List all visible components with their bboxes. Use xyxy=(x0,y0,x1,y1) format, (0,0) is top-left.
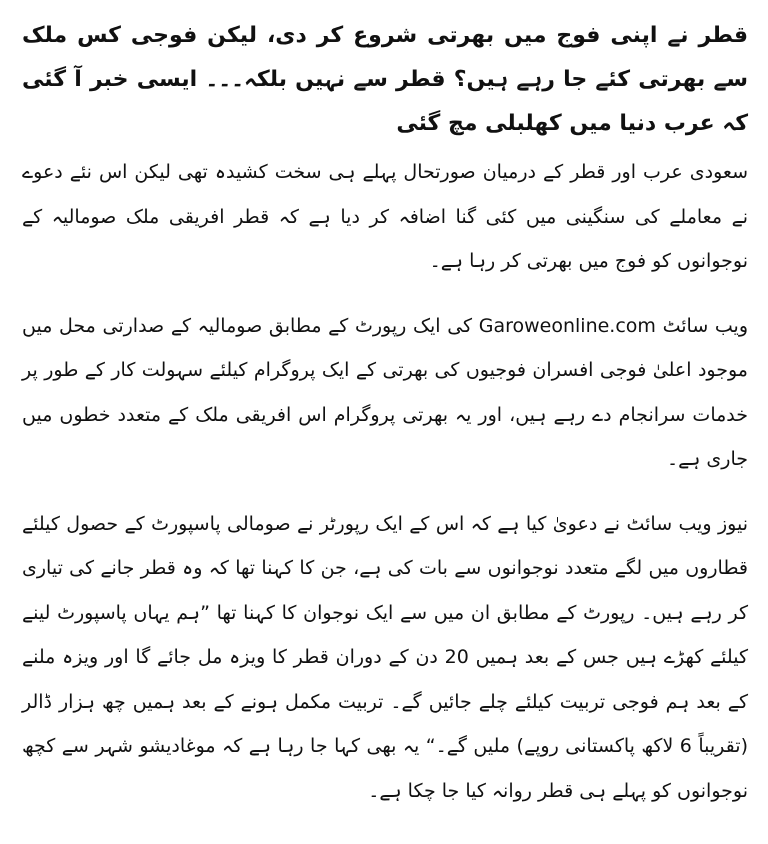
article-paragraph: نیوز ویب سائٹ نے دعویٰ کیا ہے کہ اس کے ایک رپورٹر نے صومالی پاسپورٹ کے حصول کیلئے قطاروں میں لگے متعدد نوجوانوں سے بات کی ہے، جن کا کہنا تھا کہ وہ قطر جانے کی تیاری کر رہے ہیں۔ رپورٹ کے مطابق ان میں سے ایک نوجوان کا کہنا تھا ”ہم یہاں پاسپورٹ لینے کیلئے کھڑے ہیں جس کے بعد ہمیں 20 دن کے دوران قطر کا ویزہ مل جائے گا اور ویزہ ملنے کے بعد ہم فوجی تربیت کیلئے چلے جائیں گے۔ تربیت مکمل ہونے کے بعد ہمیں چھ ہزار ڈالر (تقریباً 6 لاکھ پاکستانی روپے) ملیں گے۔“ یہ بھی کہا جا رہا ہے کہ موغادیشو شہر سے کچھ نوجوانوں کو پہلے ہی قطر روانہ کیا جا چکا ہے۔ xyxy=(22,512,748,802)
article-headline: قطر نے اپنی فوج میں بھرتی شروع کر دی، لیکن فوجی کس ملک سے بھرتی کئے جا رہے ہیں؟ قطر سے نہیں بلکہ۔۔۔ ایسی خبر آ گئی کہ عرب دنیا میں کھلبلی مچ گئی xyxy=(22,23,748,136)
article-paragraph: ویب سائٹ Garoweonline.com کی ایک رپورٹ کے مطابق صومالیہ کے صدارتی محل میں موجود اعلیٰ فوجی افسران فوجیوں کی بھرتی کے ایک پروگرام کیلئے سہولت کار کے طور پر خدمات سرانجام دے رہے ہیں، اور یہ بھرتی پروگرام اس افریقی ملک کے متعدد خطوں میں جاری ہے۔ xyxy=(22,314,748,470)
article-paragraph: سعودی عرب اور قطر کے درمیان صورتحال پہلے ہی سخت کشیدہ تھی لیکن اس نئے دعوے نے معاملے کی سنگینی میں کئی گنا اضافہ کر دیا ہے کہ قطر افریقی ملک صومالیہ کے نوجوانوں کو فوج میں بھرتی کر رہا ہے۔ xyxy=(22,161,748,272)
